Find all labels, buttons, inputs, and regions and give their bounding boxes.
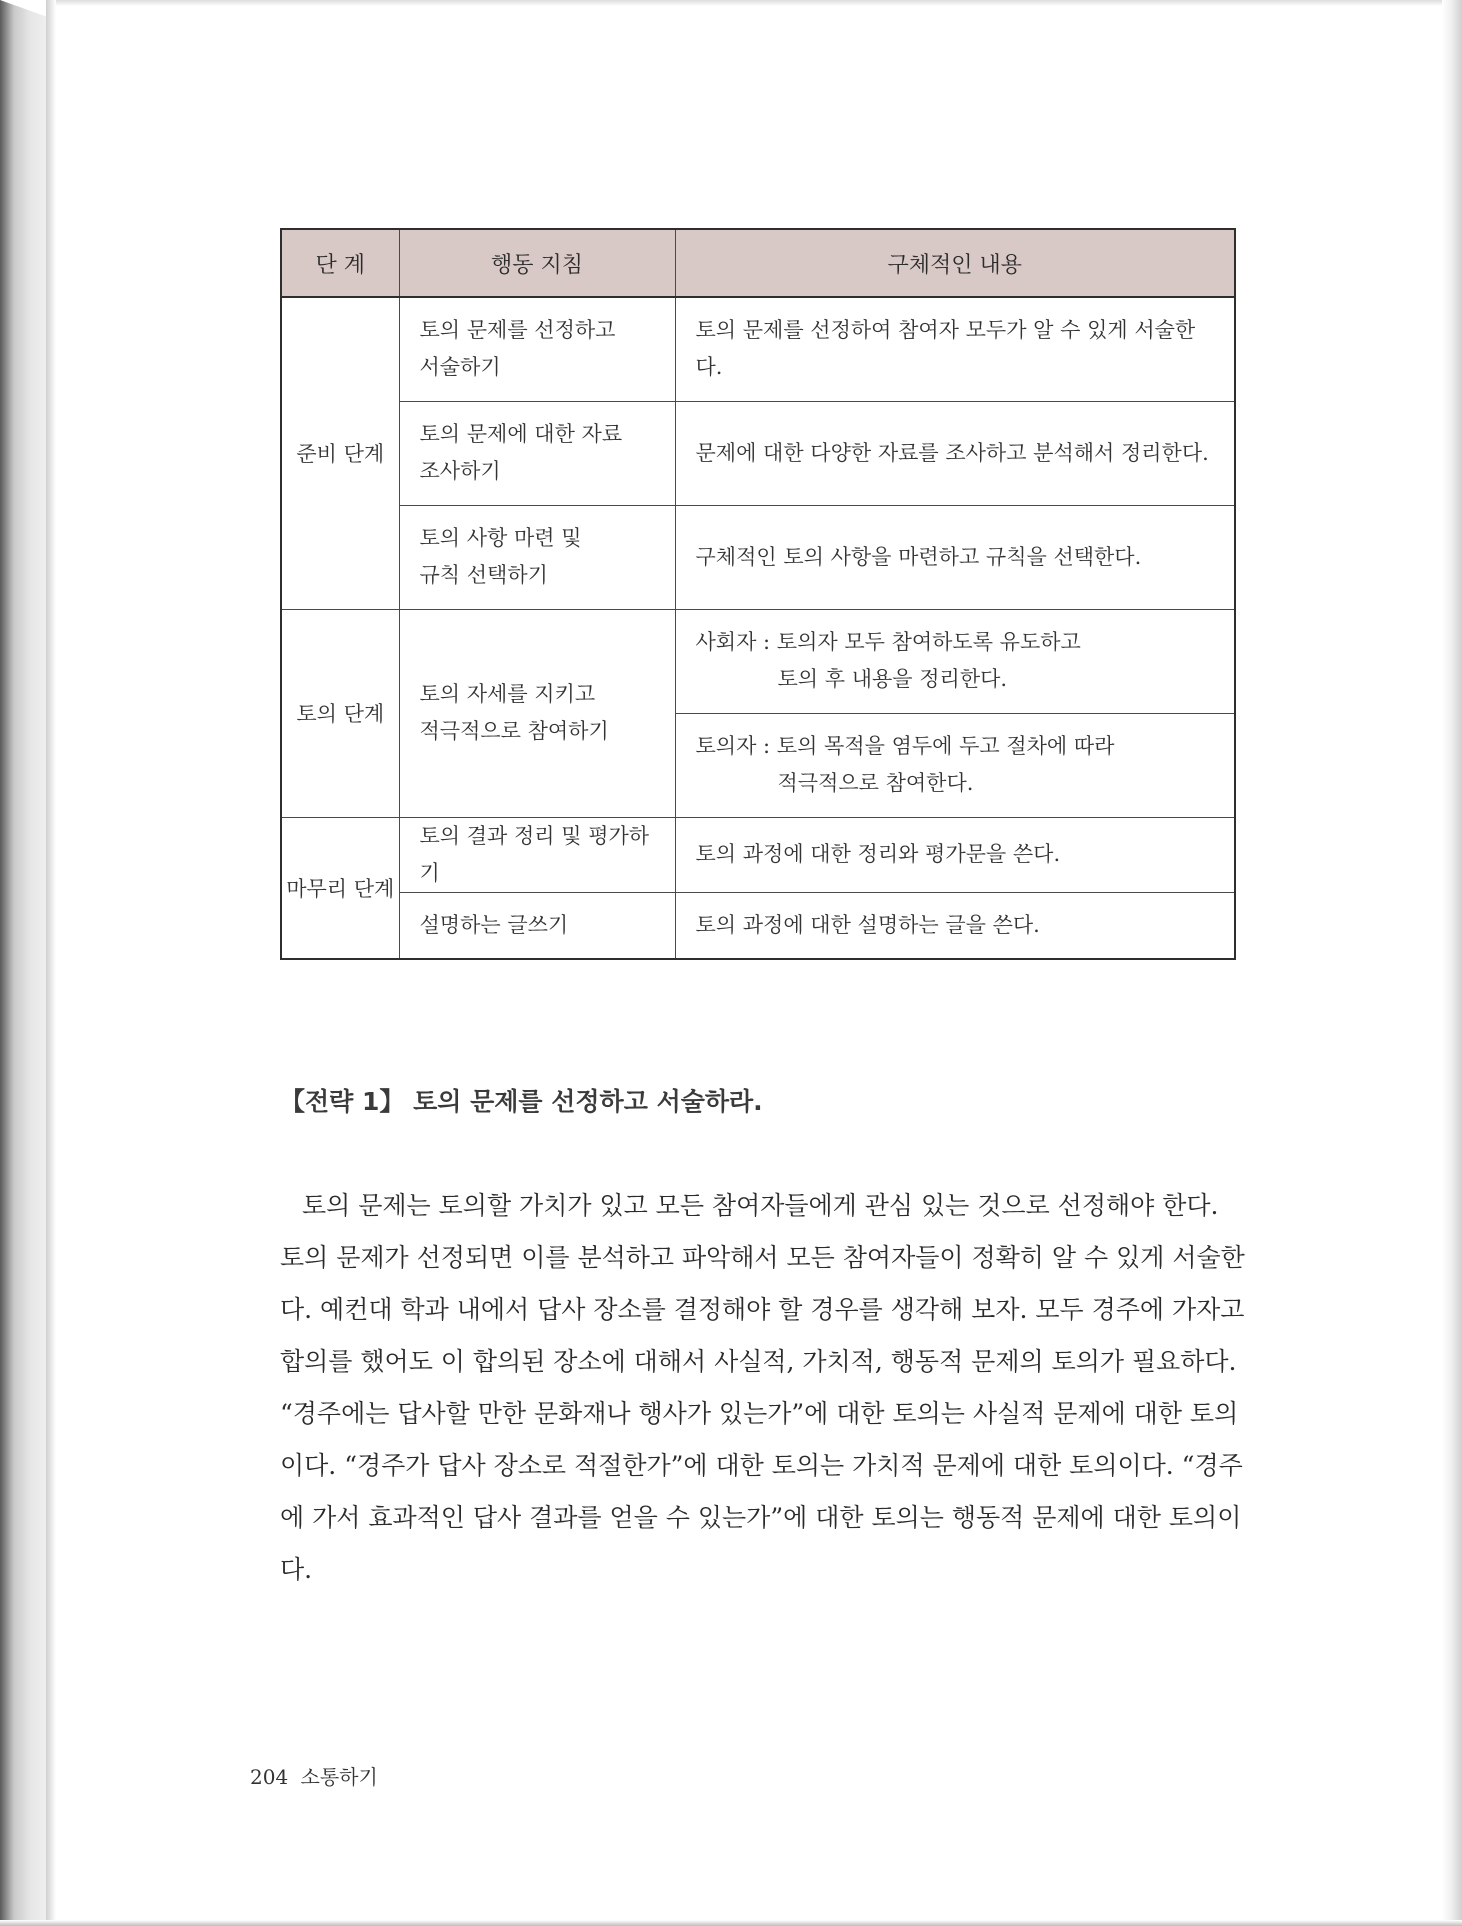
discussion-steps-table — [280, 228, 1236, 960]
right-page-shadow — [1442, 0, 1462, 1926]
stage-cell: 준비 단계 — [281, 297, 399, 609]
table-row — [281, 817, 1235, 892]
detail-cell: 토의 과정에 대한 설명하는 글을 쓴다. — [675, 892, 1235, 959]
paragraph-line: “경주에는 답사할 만한 문화재나 행사가 있는가”에 대한 토의는 사실적 문제에 대한 토의 — [280, 1399, 1239, 1428]
detail-cell: 문제에 대한 다양한 자료를 조사하고 분석해서 정리한다. — [675, 401, 1235, 505]
paragraph-line: 토의 문제는 토의할 가치가 있고 모든 참여자들에게 관심 있는 것으로 선정해야 한다. — [302, 1191, 1219, 1220]
paragraph-line: 에 가서 효과적인 답사 결과를 얻을 수 있는가”에 대한 토의는 행동적 문제에 대한 토의이 — [280, 1503, 1242, 1532]
table-row — [281, 297, 1235, 401]
stage-cell: 마무리 단계 — [281, 817, 399, 959]
action-line: 조사하기 — [419, 459, 501, 483]
section-name: 소통하기 — [300, 1765, 378, 1789]
action-cell — [399, 401, 675, 505]
detail-line: 적극적으로 참여한다. — [777, 771, 974, 795]
page-edge — [46, 0, 56, 1926]
paragraph-line: 다. 예컨대 학과 내에서 답사 장소를 결정해야 할 경우를 생각해 보자. 모두 경주에 가자고 — [280, 1295, 1245, 1324]
bottom-page-shadow — [0, 1920, 1462, 1926]
header-detail: 구체적인 내용 — [675, 229, 1235, 297]
detail-line: 토의자 : 토의 목적을 염두에 두고 절차에 따라 — [695, 734, 1115, 758]
detail-cell — [675, 713, 1235, 817]
action-line: 서술하기 — [419, 355, 501, 380]
header-action: 행동 지침 — [399, 229, 675, 297]
paragraph-line: 이다. “경주가 답사 장소로 적절한가”에 대한 토의는 가치적 문제에 대한 토의이다. “경주 — [280, 1451, 1243, 1480]
detail-cell — [675, 609, 1235, 713]
action-cell: 설명하는 글쓰기 — [399, 892, 675, 959]
paragraph-line: 토의 문제가 선정되면 이를 분석하고 파악해서 모든 참여자들이 정확히 알 수 있게 서술한 — [280, 1243, 1245, 1272]
action-cell — [399, 505, 675, 609]
page-number: 204 — [250, 1765, 289, 1789]
header-stage: 단 계 — [281, 229, 399, 297]
detail-cell: 토의 과정에 대한 정리와 평가문을 쓴다. — [675, 817, 1235, 892]
detail-cell: 구체적인 토의 사항을 마련하고 규칙을 선택한다. — [675, 505, 1235, 609]
action-line: 적극적으로 참여하기 — [419, 719, 609, 743]
paragraph-line: 다. — [280, 1555, 313, 1584]
section-heading: 【전략 1】 토의 문제를 선정하고 서술하라. — [280, 1087, 763, 1116]
detail-line: 사회자 : 토의자 모두 참여하도록 유도하고 — [695, 630, 1081, 654]
table-row — [281, 892, 1235, 959]
paragraph-line: 합의를 했어도 이 합의된 장소에 대해서 사실적, 가치적, 행동적 문제의 토의가 필요하다. — [280, 1347, 1237, 1376]
page-footer — [250, 1761, 378, 1790]
action-line: 토의 사항 마련 및 — [419, 526, 582, 550]
action-cell: 토의 결과 정리 및 평가하기 — [399, 817, 675, 892]
top-page-shadow — [56, 0, 1442, 6]
action-line: 토의 자세를 지키고 — [419, 682, 596, 706]
action-cell — [399, 297, 675, 401]
detail-line: 토의 후 내용을 정리한다. — [777, 667, 1008, 691]
body-paragraph — [280, 1180, 1245, 1596]
action-line: 토의 문제를 선정하고 — [419, 318, 616, 343]
action-line: 규칙 선택하기 — [419, 563, 548, 587]
stage-cell: 토의 단계 — [281, 609, 399, 817]
table-row — [281, 505, 1235, 609]
table-header-row — [281, 229, 1235, 297]
table-row — [281, 401, 1235, 505]
table-row — [281, 609, 1235, 713]
detail-cell: 토의 문제를 선정하여 참여자 모두가 알 수 있게 서술한다. — [675, 297, 1235, 401]
action-line: 토의 문제에 대한 자료 — [419, 422, 623, 446]
action-cell — [399, 609, 675, 817]
